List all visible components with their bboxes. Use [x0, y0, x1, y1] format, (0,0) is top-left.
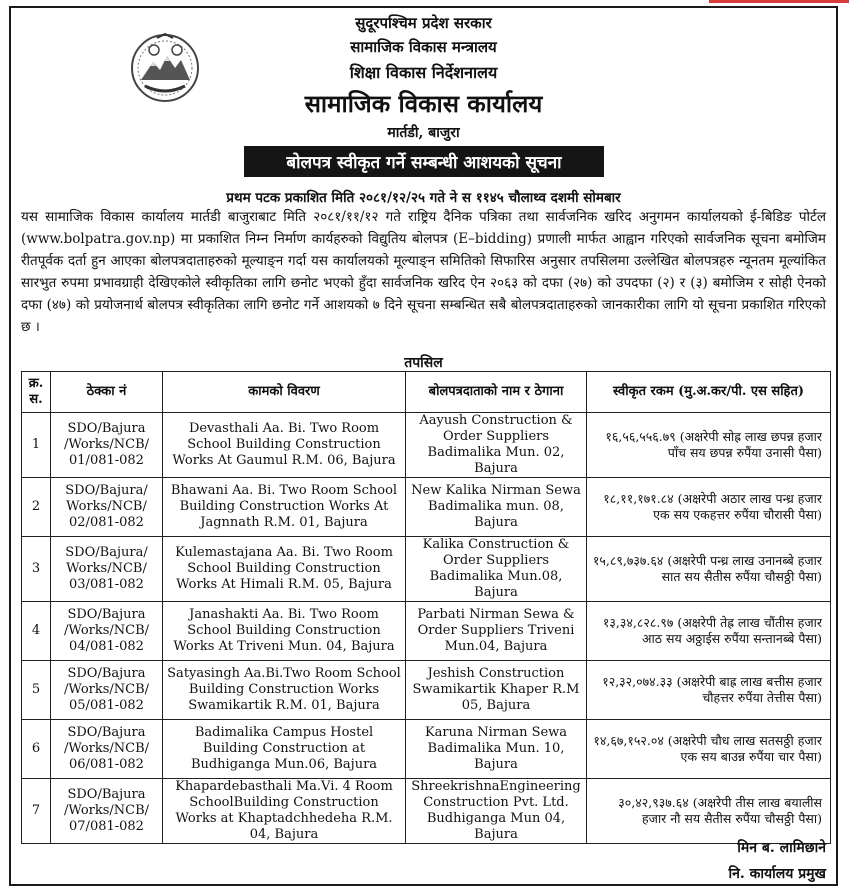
row-contract-no: SDO/Bajura /Works/NCB/ 01/081-082 [51, 413, 163, 478]
header-ministry: सामाजिक विकास मन्त्रालय [350, 38, 497, 56]
header-sn: क्र. स. [22, 372, 51, 413]
row-sn: 6 [22, 720, 51, 779]
header-province: सुदूरपश्चिम प्रदेश सरकार [355, 14, 492, 32]
header-approved-amount: स्वीकृत रकम (मु.अ.कर/पी. एस सहित) [587, 372, 831, 413]
row-amount: १५,८९,७३७.६४ (अक्षरेपी पन्ध्र लाख उनानब्बे हजार सात सय सैतीस रुपैंया चौसठ्ठी पैसा) [587, 537, 831, 602]
row-sn: 4 [22, 602, 51, 661]
row-contract-no: SDO/Bajura /Works/NCB/ 04/081-082 [51, 602, 163, 661]
bid-award-table [21, 371, 831, 844]
row-amount: १८,११,१७१.८४ (अक्षरेपी अठार लाख पन्ध्र हजार एक सय एकहत्तर रुपैंया चौरासी पैसा) [587, 478, 831, 537]
row-sn: 7 [22, 779, 51, 844]
row-contract-no: SDO/Bajura /Works/NCB/ 06/081-082 [51, 720, 163, 779]
row-bidder: New Kalika Nirman Sewa Badimalika mun. 08, Bajura [406, 478, 587, 537]
row-bidder: Aayush Construction & Order Suppliers Badimalika Mun. 02, Bajura [406, 413, 587, 478]
signatory-name: मिन ब. लामिछाने [737, 840, 826, 856]
header-bidder: बोलपत्रदाताको नाम र ठेगाना [406, 372, 587, 413]
row-sn: 5 [22, 661, 51, 720]
row-sn: 2 [22, 478, 51, 537]
publication-date: प्रथम पटक प्रकाशित मिति २०८१/१२/२५ गते ने स ११४५ चौलाथ्व दशमी सोमबार [226, 190, 621, 206]
table-row [22, 413, 831, 478]
row-work-description: Badimalika Campus Hostel Building Construction at Budhiganga Mun.06, Bajura [163, 720, 406, 779]
notice-body: यस सामाजिक विकास कार्यालय मार्तडी बाजुराबाट मिति २०८१/११/१२ गते राष्ट्रिय दैनिक पत्रिका तथा सार्वजनिक खरिद अनुगमन कार्यालयको ई-बिडिङ पोर्टल (www.bolpatra.gov.np) मा प्रकाशित निम्न निर्माण कार्यहरुको विद्युतिय बोलपत्र (E–bidding) प्रणाली मार्फत आह्वान गरिएको सार्वजनिक सूचना बमोजिम रीतपूर्वक दर्ता हुन आएका बोलपत्रदाताहरुको मूल्याङ्न गर्दा यस कार्यालयको मूल्याङ्न समितिको सिफारिस अनुसार तपसिलमा उल्लेखित बोलपत्रहरु न्यूनतम मूल्यांकित सारभुत रुपमा प्रभावग्राही देखिएकोले स्वीकृतिका लागि छनोट भएको हुँदा सार्वजनिक खरिद ऐन २०६३ को दफा (२७) को उपदफा (२) र (३) बमोजिम र सोही ऐनको दफा (४७) को प्रयोजनार्थ बोलपत्र स्वीकृतिका लागि छनोट गर्ने आशयको ७ दिने सूचना सम्बन्धित सबै बोलपत्रदाताहरुको जानकारीका लागि यो सूचना प्रकाशित गरिएको छ । [21, 209, 826, 335]
row-work-description: Khapardebasthali Ma.Vi. 4 Room SchoolBuilding Construction Works at Khaptadchhedeha R.M. 04, Bajura [163, 779, 406, 844]
row-work-description: Devasthali Aa. Bi. Two Room School Building Construction Works At Gaumul R.M. 06, Bajura [163, 413, 406, 478]
table-row [22, 478, 831, 537]
row-work-description: Janashakti Aa. Bi. Two Room School Building Construction Works At Triveni Mun. 04, Bajura [163, 602, 406, 661]
header-location: मार्तडी, बाजुरा [387, 125, 460, 141]
table-caption: तपसिल [404, 355, 443, 371]
row-work-description: Bhawani Aa. Bi. Two Room School Building Construction Works At Jagnnath R.M. 01, Bajura [163, 478, 406, 537]
row-amount: १४,६७,१५२.०४ (अक्षरेपी चौध लाख सतसठ्ठी हजार एक सय बाउन्न रुपैंया चार पैसा) [587, 720, 831, 779]
row-sn: 3 [22, 537, 51, 602]
row-bidder: Jeshish Construction Swamikartik Khaper R.M 05, Bajura [406, 661, 587, 720]
header-office: सामाजिक विकास कार्यालय [304, 89, 543, 118]
row-amount: १२,३२,०७४.३३ (अक्षरेपी बाह्र लाख बत्तीस हजार चौहत्तर रुपैंया तेत्तीस पैसा) [587, 661, 831, 720]
row-amount: ३०,४२,९३७.६४ (अक्षरेपी तीस लाख बयालीस हजार नौ सय सैतीस रुपैंया चौसठ्ठी पैसा) [587, 779, 831, 844]
header-contract-no: ठेक्का नं [51, 372, 163, 413]
table-header-row [22, 372, 831, 413]
header-work-description: कामको विवरण [163, 372, 406, 413]
row-bidder: Parbati Nirman Sewa & Order Suppliers Triveni Mun.04, Bajura [406, 602, 587, 661]
table-row [22, 602, 831, 661]
top-red-accent [709, 0, 849, 3]
row-bidder: ShreekrishnaEngineering Construction Pvt. Ltd. Budhiganga Mun 04, Bajura [406, 779, 587, 844]
table-row [22, 661, 831, 720]
row-contract-no: SDO/Bajura /Works/NCB/ 07/081-082 [51, 779, 163, 844]
row-bidder: Karuna Nirman Sewa Badimalika Mun. 10, Bajura [406, 720, 587, 779]
row-work-description: Satyasingh Aa.Bi.Two Room School Building Construction Works Swamikartik R.M. 01, Bajura [163, 661, 406, 720]
table-row [22, 537, 831, 602]
table-row [22, 779, 831, 844]
row-contract-no: SDO/Bajura /Works/NCB/ 05/081-082 [51, 661, 163, 720]
row-bidder: Kalika Construction & Order Suppliers Badimalika Mun.08, Bajura [406, 537, 587, 602]
signatory-post: नि. कार्यालय प्रमुख [728, 866, 826, 882]
row-amount: १३,३४,८२८.९७ (अक्षरेपी तेह्र लाख चौंतीस हजार आठ सय अठ्ठाईस रुपैंया सन्तानब्बे पैसा) [587, 602, 831, 661]
header-directorate: शिक्षा विकास निर्देशनालय [349, 63, 498, 82]
row-contract-no: SDO/Bajura/ Works/NCB/ 03/081-082 [51, 537, 163, 602]
row-amount: १६,५६,५५६.७९ (अक्षरेपी सोह्र लाख छपन्न हजार पाँच सय छपन्न रुपैंया उनासी पैसा) [587, 413, 831, 478]
table-row [22, 720, 831, 779]
notice-page [9, 6, 838, 886]
row-contract-no: SDO/Bajura/ Works/NCB/ 02/081-082 [51, 478, 163, 537]
row-work-description: Kulemastajana Aa. Bi. Two Room School Building Construction Works At Himali R.M. 05, Bajura [163, 537, 406, 602]
notice-title: बोलपत्र स्वीकृत गर्ने सम्बन्धी आशयको सूचना [244, 146, 604, 177]
row-sn: 1 [22, 413, 51, 478]
